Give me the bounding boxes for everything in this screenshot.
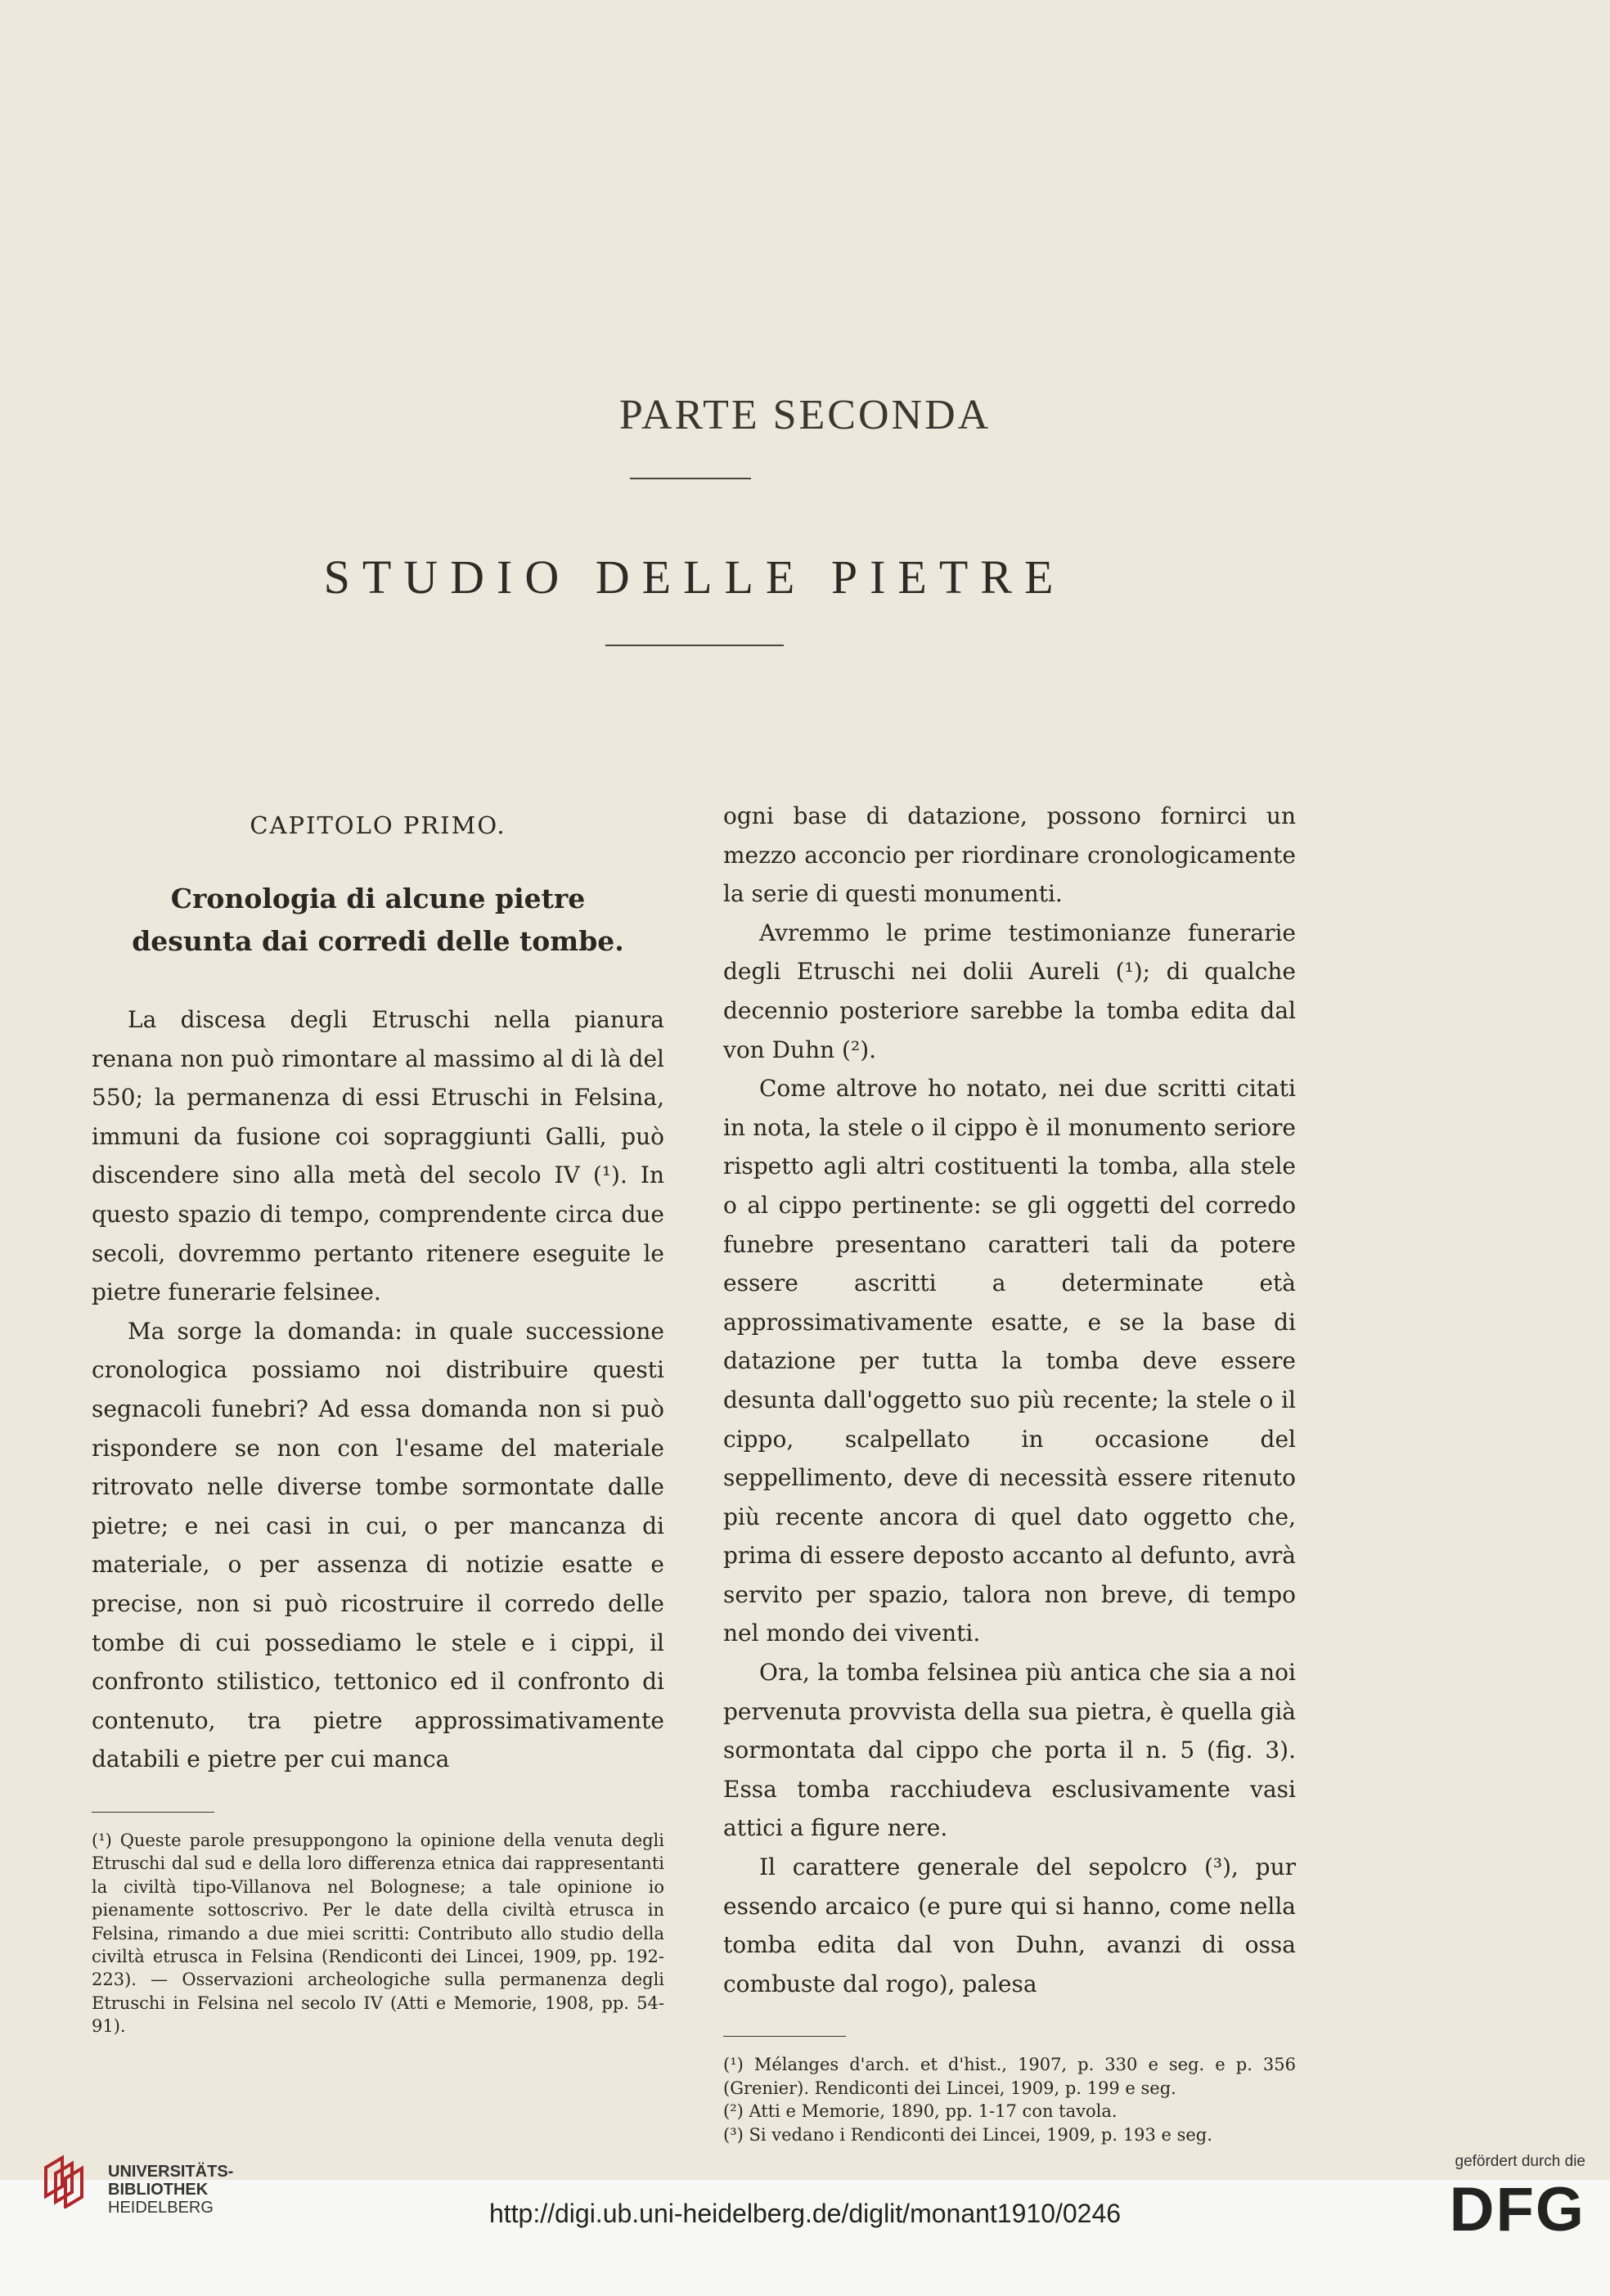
part-title: PARTE SECONDA bbox=[618, 392, 992, 438]
paragraph: Come altrove ho notato, nei due scritti citati in nota, la stele o il cippo è il monumento seriore rispetto agli altri costituenti la tomba, alla stele o al cippo pertinente: se gli oggetti del corredo funebre presentano caratteri tali da potere essere ascritti a determinate età approssimativamente esatte, e se la base di datazione per tutta la tomba deve essere desunta dall'oggetto suo più recente; la stele o il cippo, scalpellato in occasione del seppellimento, deve di necessità essere ritenuto più recente ancora di quel dato oggetto che, prima di essere deposto accanto al defunto, avrà servito per spazio, talora non breve, di tempo nel mondo dei viventi. bbox=[723, 1075, 1296, 1647]
footnote: (¹) Queste parole presuppongono la opinione della venuta degli Etruschi dal sud e della loro differenza etnica dai rappresentanti la civiltà tipo-Villanova nel Bolognese; a tale opinione io pienamente sottoscrivo. Per le date della civiltà etrusca in Felsina, rimando a due miei scritti: Contributo allo studio della civiltà etrusca in Felsina (Rendiconti dei Lincei, 1909, pp. 192-223). — Osservazioni archeologiche sulla permanenza degli Etruschi in Felsina nel secolo IV (Atti e Memorie, 1908, pp. 54-91). bbox=[92, 1830, 664, 2037]
paragraph: Ma sorge la domanda: in quale successione cronologica possiamo noi distribuire questi segnacoli funebri? Ad essa domanda non si può rispondere se non con l'esame del materiale ritrovato nelle diverse tombe sormontate dalle pietre; e nei casi in cui, o per mancanza di materiale, o per assenza di notizie esatte e precise, non si può ricostruire il corredo delle tombe di cui possediamo le stele e i cippi, il confronto stilistico, tettonico ed il confronto di contenuto, tra pietre approssimativamente databili e pietre per cui manca bbox=[92, 1317, 664, 1773]
funding-label: gefördert durch die bbox=[1455, 2153, 1585, 2170]
right-column bbox=[723, 797, 1296, 2146]
footnote: (¹) Mélanges d'arch. et d'hist., 1907, p. 330 e seg. e p. 356 (Grenier). Rendiconti dei Lincei, 1909, p. 199 e seg. bbox=[723, 2055, 1296, 2098]
library-name-line: BIBLIOTHEK bbox=[108, 2181, 209, 2199]
footnote-divider bbox=[723, 2036, 846, 2037]
library-name-line: HEIDELBERG bbox=[108, 2199, 214, 2217]
title-divider bbox=[630, 478, 751, 479]
subheading-line: desunta dai corredi delle tombe. bbox=[132, 925, 624, 957]
subheading-line: Cronologia di alcune pietre bbox=[170, 883, 586, 914]
footnote-divider bbox=[92, 1812, 214, 1813]
paragraph: Avremmo le prime testimonianze funerarie degli Etruschi nei dolii Aureli (¹); di qualche decennio posteriore sarebbe la tomba edita dal von Duhn (²). bbox=[723, 919, 1296, 1063]
paragraph: La discesa degli Etruschi nella pianura renana non può rimontare al massimo al di là del 550; la permanenza di essi Etruschi in Felsina, immuni da fusione coi sopraggiunti Galli, può discendere sino alla metà del secolo IV (¹). In questo spazio di tempo, comprendente circa due secoli, dovremmo pertanto ritenere eseguite le pietre funerarie felsinee. bbox=[92, 1006, 664, 1306]
chapter-heading: CAPITOLO PRIMO. bbox=[250, 811, 506, 839]
footnote: (³) Si vedano i Rendiconti dei Lincei, 1909, p. 193 e seg. bbox=[723, 2124, 1212, 2145]
left-column bbox=[92, 806, 664, 2038]
study-title: STUDIO DELLE PIETRE bbox=[323, 550, 1066, 604]
footnote: (²) Atti e Memorie, 1890, pp. 1-17 con tavola. bbox=[723, 2101, 1118, 2122]
chapter-subheading bbox=[92, 878, 664, 963]
paragraph: Il carattere generale del sepolcro (³), pur essendo arcaico (e pure qui si hanno, come nella tomba edita dal von Duhn, avanzi di ossa combuste dal rogo), palesa bbox=[723, 1853, 1296, 1997]
paragraph: Ora, la tomba felsinea più antica che sia a noi pervenuta provvista della sua pietra, è quella già sormontata dal cippo che porta il n. 5 (fig. 3). Essa tomba racchiudeva esclusivamente vasi attici a figure nere. bbox=[723, 1659, 1296, 1842]
viewer-footer bbox=[0, 2180, 1610, 2296]
study-divider bbox=[605, 645, 784, 646]
dfg-logo[interactable]: DFG bbox=[1449, 2175, 1585, 2244]
paragraph: ogni base di datazione, possono fornirci un mezzo acconcio per riordinare cronologicamente la serie di questi monumenti. bbox=[723, 802, 1296, 908]
permalink-url[interactable]: http://digi.ub.uni-heidelberg.de/diglit/monant1910/0246 bbox=[488, 2199, 1122, 2228]
library-name-line: UNIVERSITÄTS- bbox=[108, 2163, 234, 2181]
